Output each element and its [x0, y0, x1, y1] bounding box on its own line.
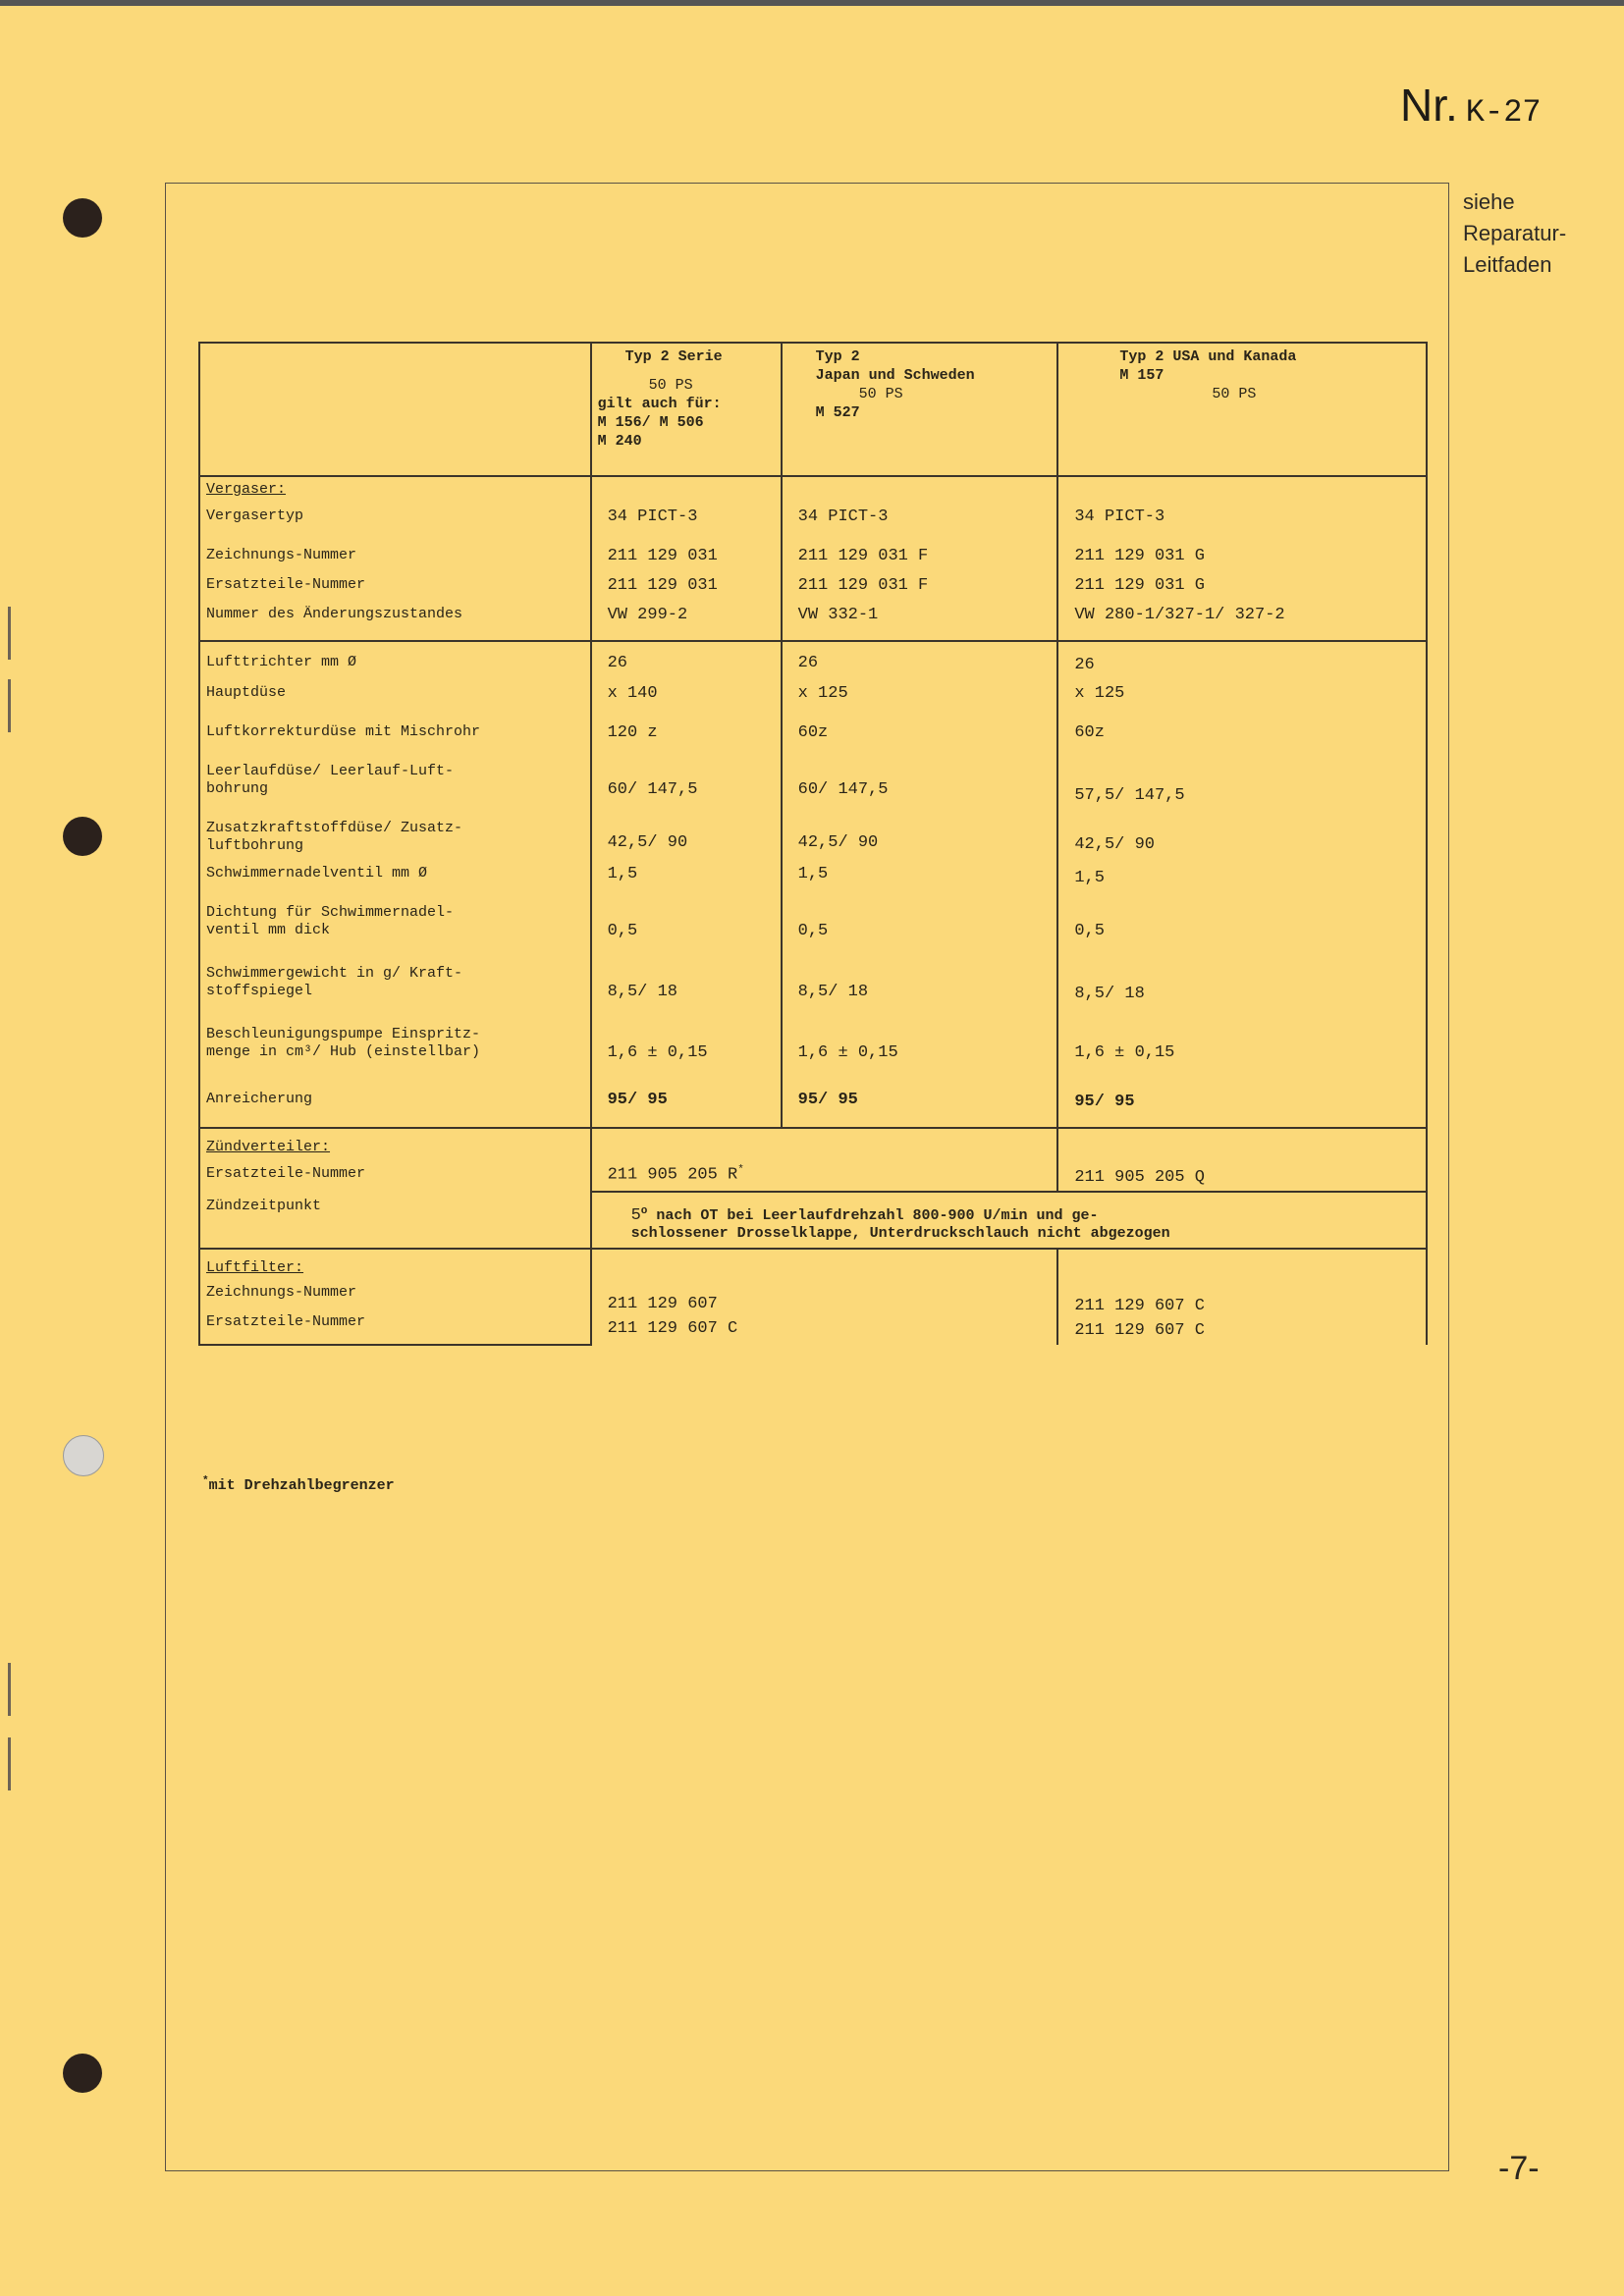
zuendzeitpunkt-text: [591, 1192, 1427, 1249]
cell-value: 8,5/ 18: [591, 961, 782, 1022]
edge-mark: [8, 1737, 11, 1790]
cell-value: 211 129 031: [591, 572, 782, 602]
row-label: [199, 961, 591, 1022]
cell-value: 95/ 95: [782, 1083, 1058, 1128]
row-label: Schwimmernadelventil mm Ø: [199, 861, 591, 900]
nr-label: Nr.: [1400, 80, 1458, 131]
col1-line: 50 PS: [648, 377, 693, 394]
cell-value: 0,5: [1057, 900, 1427, 961]
col2-line: Typ 2: [815, 348, 860, 365]
edge-mark: [8, 607, 11, 660]
cell-value: 60/ 147,5: [782, 759, 1058, 816]
row-label: [199, 759, 591, 816]
cell-value: 26: [782, 641, 1058, 680]
table-row: [199, 680, 1427, 720]
cell-value: 0,5: [782, 900, 1058, 961]
side-note-line: siehe: [1463, 189, 1515, 214]
cell-value: 211 129 607 C: [1074, 1321, 1205, 1340]
luftfilter-values-12: [591, 1249, 1058, 1345]
cell-value: 26: [591, 641, 782, 680]
value-text: 211 905 205 R: [607, 1165, 738, 1185]
row-label: [199, 1022, 591, 1083]
table-row: [199, 861, 1427, 900]
section-row-vergaser: [199, 476, 1427, 504]
footnote: [202, 1475, 395, 1494]
cell-value: x 140: [591, 680, 782, 720]
cell-value: 211 905 205 Q: [1057, 1128, 1427, 1192]
cell-value: 60/ 147,5: [591, 759, 782, 816]
cell-value: 211 129 607 C: [1074, 1297, 1205, 1315]
row-label-line: bohrung: [206, 780, 269, 797]
cell-value: 1,5: [1057, 861, 1427, 900]
header-blank-cell: [199, 343, 591, 476]
section-heading-vergaser: Vergaser:: [206, 481, 287, 498]
col3-line: M 157: [1119, 367, 1164, 384]
cell-value: 1,6 ± 0,15: [1057, 1022, 1427, 1083]
cell-value: 1,5: [782, 861, 1058, 900]
degree-value: 5: [630, 1206, 641, 1225]
cell-value: 95/ 95: [1057, 1083, 1427, 1128]
cell-value: 34 PICT-3: [782, 504, 1058, 543]
cell-value-zuendverteiler-ersatz-12: [591, 1128, 1058, 1192]
col2-line: Japan und Schweden: [815, 367, 975, 384]
side-note: [1463, 187, 1566, 281]
cell-value: 0,5: [591, 900, 782, 961]
table-row: [199, 543, 1427, 572]
row-label-line: Zusatzkraftstoffdüse/ Zusatz-: [206, 820, 463, 836]
punch-hole-4: [63, 2054, 102, 2093]
zeit-text: nach OT bei Leerlaufdrehzahl 800-900 U/min und ge-: [656, 1207, 1099, 1224]
zeit-line: [631, 1202, 1420, 1225]
cell-value: 42,5/ 90: [782, 816, 1058, 861]
cell-value: 211 129 607: [607, 1295, 718, 1313]
col3-line: Typ 2 USA und Kanada: [1119, 348, 1297, 365]
punch-hole-2: [63, 817, 102, 856]
table-row: [199, 1022, 1427, 1083]
table-row: [199, 720, 1427, 759]
side-note-line: Leitfaden: [1463, 252, 1552, 277]
cell-value: 1,6 ± 0,15: [782, 1022, 1058, 1083]
cell-value: 211 129 031 F: [782, 572, 1058, 602]
cell-value: VW 280-1/327-1/ 327-2: [1057, 602, 1427, 641]
cell-value: x 125: [1057, 680, 1427, 720]
table-row: [199, 961, 1427, 1022]
column-header-typ2-serie: [591, 343, 782, 476]
doc-code: K-27: [1465, 94, 1542, 131]
luftfilter-values-3: [1057, 1249, 1427, 1345]
edge-mark: [8, 1663, 11, 1716]
row-label-line: Schwimmergewicht in g/ Kraft-: [206, 965, 463, 982]
cell-value: 8,5/ 18: [1057, 961, 1427, 1022]
edge-mark: [8, 679, 11, 732]
table-row: [199, 572, 1427, 602]
row-label: Zündzeitpunkt: [199, 1192, 591, 1249]
column-header-usa-kanada: [1057, 343, 1427, 476]
table-row: [199, 1083, 1427, 1128]
cell-value: 42,5/ 90: [591, 816, 782, 861]
cell-value: 34 PICT-3: [591, 504, 782, 543]
row-label: [199, 900, 591, 961]
cell-value: 211 129 031 G: [1057, 543, 1427, 572]
cell-value: 57,5/ 147,5: [1057, 759, 1427, 816]
document-number: [1400, 79, 1542, 132]
column-header-japan-schweden: [782, 343, 1058, 476]
table-row: [199, 900, 1427, 961]
cell-value: 95/ 95: [591, 1083, 782, 1128]
row-label: Nummer des Änderungszustandes: [199, 602, 591, 641]
col3-line: 50 PS: [1212, 386, 1257, 402]
section-row-zuendverteiler: [199, 1128, 1427, 1161]
row-label-line: luftbohrung: [206, 837, 304, 854]
col2-line: 50 PS: [858, 386, 903, 402]
row-label: Anreicherung: [199, 1083, 591, 1128]
row-label: Ersatzteile-Nummer: [199, 572, 591, 602]
col1-line: M 156/ M 506: [597, 414, 704, 431]
row-label-line: ventil mm dick: [206, 922, 331, 938]
section-row-luftfilter: [199, 1249, 1427, 1280]
top-edge-bar: [0, 0, 1624, 6]
cell-value: 34 PICT-3: [1057, 504, 1427, 543]
page-number: -7-: [1498, 2150, 1540, 2187]
table-row: [199, 816, 1427, 861]
cell-value: VW 299-2: [591, 602, 782, 641]
cell-value: 26: [1057, 641, 1427, 680]
row-label: Hauptdüse: [199, 680, 591, 720]
cell-value: 120 z: [591, 720, 782, 759]
footnote-marker: *: [737, 1164, 744, 1176]
table-row: [199, 602, 1427, 641]
cell-value: 60z: [1057, 720, 1427, 759]
table-row: [199, 641, 1427, 680]
section-heading-zuendverteiler: Zündverteiler:: [206, 1139, 331, 1155]
table-row: [199, 504, 1427, 543]
cell-value: 1,6 ± 0,15: [591, 1022, 782, 1083]
footnote-text: mit Drehzahlbegrenzer: [208, 1477, 395, 1494]
carburetor-spec-table: [198, 342, 1428, 1346]
col1-line: M 240: [597, 433, 642, 450]
col1-line: Typ 2 Serie: [624, 348, 723, 365]
table-row: [199, 759, 1427, 816]
row-label: Ersatzteile-Nummer: [199, 1161, 591, 1192]
cell-value: 211 129 031 F: [782, 543, 1058, 572]
cell-value: 211 129 607 C: [607, 1319, 738, 1338]
row-label-line: Beschleunigungspumpe Einspritz-: [206, 1026, 481, 1042]
cell-value: 8,5/ 18: [782, 961, 1058, 1022]
row-label: [199, 816, 591, 861]
table-header-row: [199, 343, 1427, 476]
cell-value: x 125: [782, 680, 1058, 720]
row-label: Lufttrichter mm Ø: [199, 641, 591, 680]
cell-value: 42,5/ 90: [1057, 816, 1427, 861]
cell-value: 211 129 031 G: [1057, 572, 1427, 602]
cell-value: 211 129 031: [591, 543, 782, 572]
section-heading-luftfilter: Luftfilter:: [206, 1259, 304, 1276]
punch-hole-1: [63, 198, 102, 238]
row-label: Zeichnungs-Nummer: [199, 1280, 591, 1309]
cell-value: 1,5: [591, 861, 782, 900]
col1-line: gilt auch für:: [597, 396, 722, 412]
row-label-line: stoffspiegel: [206, 983, 313, 999]
degree-marker: o: [640, 1205, 648, 1217]
col2-line: M 527: [815, 404, 860, 421]
row-label: Luftkorrekturdüse mit Mischrohr: [199, 720, 591, 759]
row-label-line: menge in cm³/ Hub (einstellbar): [206, 1043, 481, 1060]
cell-value: VW 332-1: [782, 602, 1058, 641]
row-label: Vergasertyp: [199, 504, 591, 543]
cell-value: 60z: [782, 720, 1058, 759]
side-note-line: Reparatur-: [1463, 221, 1567, 245]
row-label: Zeichnungs-Nummer: [199, 543, 591, 572]
punch-hole-3: [63, 1435, 104, 1476]
table-row: [199, 1192, 1427, 1249]
row-label-line: Leerlaufdüse/ Leerlauf-Luft-: [206, 763, 455, 779]
row-label: Ersatzteile-Nummer: [199, 1309, 591, 1345]
row-label-line: Dichtung für Schwimmernadel-: [206, 904, 455, 921]
footnote-marker: *: [202, 1475, 209, 1487]
zeit-line: schlossener Drosselklappe, Unterdruckschlauch nicht abgezogen: [630, 1225, 1170, 1242]
